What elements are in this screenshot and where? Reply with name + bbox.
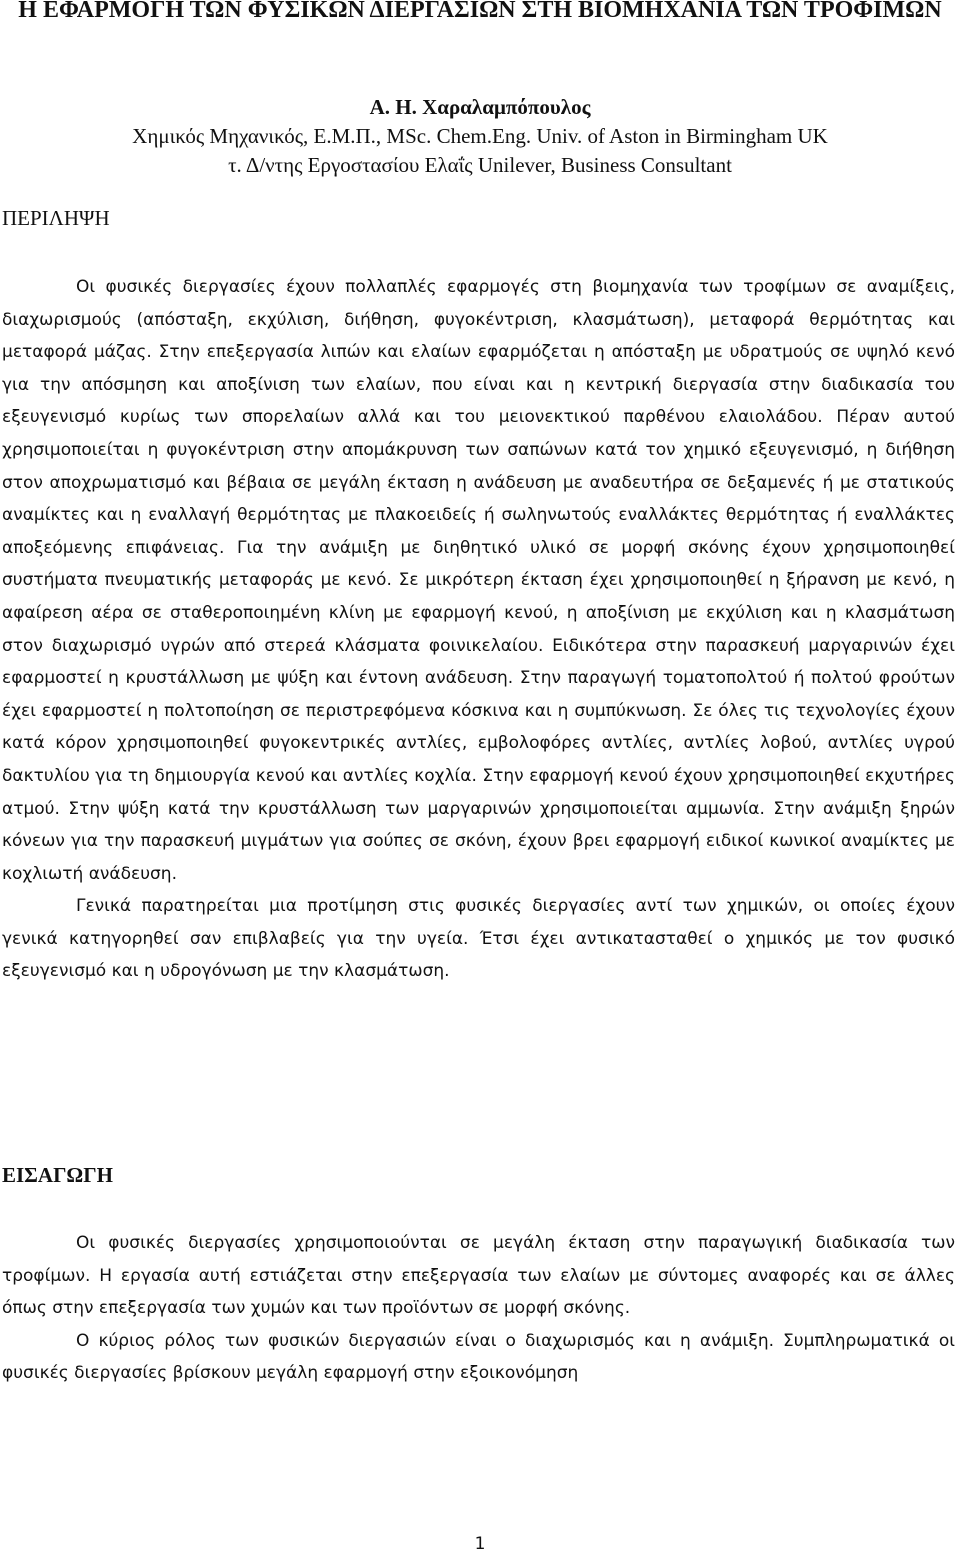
abstract-paragraph: Γενικά παρατηρείται μια προτίμηση στις φυσικές διεργασίες αντί των χημικών, οι οποίες έχουν γενικά κατηγορηθεί σαν επιβλαβείς για την υγεία. Έτσι έχει αντικατασταθεί ο χημικός με τον φυσικό εξευγενισμό και η υδρογόνωση με την κλασμάτωση. (2, 896, 955, 982)
author-position: τ. Δ/ντης Εργοστασίου Ελαΐς Unilever, Business Consultant (228, 153, 732, 177)
abstract-paragraph: Οι φυσικές διεργασίες έχουν πολλαπλές εφαρμογές στη βιομηχανία των τροφίμων σε αναμίξεις, διαχωρισμούς (απόσταξη, εκχύλιση, διήθηση, φυγοκέντριση, κλασμάτωση), μεταφορά θερμότητας και μεταφορά μάζας. Στην επεξεργασία λιπών και ελαίων εφαρμόζεται η απόσταξη με υδρατμούς σε υψηλό κενό για την απόσμηση και αποξίνιση των ελαίων, που είναι και η κεντρική διεργασία στην διαδικασία του εξευγενισμό κυρίως των σπορελαίων αλλά και του μειονεκτικού παρθένου ελαιολάδου. Πέραν αυτού χρησιμοποιείται η φυγοκέντριση στην απομάκρυνση των σαπώνων κατά τον χημικό εξευγενισμό, η διήθηση στον αποχρωματισμό και βέβαια σε μεγάλη έκταση η ανάδευση με αναδευτήρα σε δεξαμενές ή με στατικούς αναμίκτες και η εναλλαγή θερμότητας με πλακοειδείς ή σωληνωτούς εναλλάκτες θερμότητας ή εναλλάκτες αποξεόμενης επιφάνειας. Για την ανάμιξη με διηθητικό υλικό σε μορφή σκόνης έχουν χρησιμοποιηθεί συστήματα πνευματικής μεταφοράς με κενό. Σε μικρότερη έκταση έχει χρησιμοποιηθεί η ξήρανση με κενό, η αφαίρεση αέρα σε σταθεροποιημένη κλίνη με εφαρμογή κενού, η αποξίνιση με εκχύλιση και η κλασμάτωση στον διαχωρισμό υγρών από στερεά κλάσματα φοινικελαίου. Ειδικότερα στην παρασκευή μαργαρινών έχει εφαρμοστεί η κρυστάλλωση με ψύξη και έντονη ανάδευση. Στην παραγωγή τοματοπολτού ή πολτού φρούτων έχει εφαρμοστεί η πολτοποίηση σε περιστρεφόμενα κόσκινα και η συμπύκνωση. Σε όλες τις τεχνολογίες έχουν κατά κόρον χρησιμοποιηθεί φυγοκεντρικές αντλίες, εμβολοφόρες αντλίες, αντλίες λοβού, αντλίες υγρού δακτυλίου για τη δημιουργία κενού και αντλίες κοχλία. Στην εφαρμογή κενού έχουν χρησιμοποιηθεί εκχυτήρες ατμού. Στην ψύξη κατά την κρυστάλλωση των μαργαρινών χρησιμοποιείται αμμωνία. Στην ανάμιξη ξηρών κόνεων για την παρασκευή μιγμάτων για σούπες σε σκόνη, έχουν βρει εφαρμογή ειδικοί κωνικοί αναμίκτες με κοχλιωτή ανάδευση. (2, 277, 955, 884)
introduction-paragraph: Οι φυσικές διεργασίες χρησιμοποιούνται σε μεγάλη έκταση στην παραγωγική διαδικασία των τροφίμων. Η εργασία αυτή εστιάζεται στην επεξεργασία των ελαίων με σύντομες αναφορές και σε άλλες όπως στην επεξεργασία των χυμών και των προϊόντων σε μορφή σκόνης. (2, 1233, 955, 1319)
introduction-paragraph: Ο κύριος ρόλος των φυσικών διεργασιών είναι ο διαχωρισμός και η ανάμιξη. Συμπληρωματικά οι φυσικές διεργασίες βρίσκουν μεγάλη εφαρμογή στην εξοικονόμηση (2, 1330, 955, 1384)
document-title: Η ΕΦΑΡΜΟΓΗ ΤΩΝ ΦΥΣΙΚΩΝ ΔΙΕΡΓΑΣΙΩΝ ΣΤΗ ΒΙΟΜΗΧΑΝΙΑ ΤΩΝ ΤΡΟΦΙΜΩΝ (18, 0, 942, 23)
author-name: Α. Η. Χαραλαμπόπουλος (369, 95, 591, 119)
abstract-body (2, 271, 955, 988)
page-number: 1 (474, 1534, 486, 1554)
introduction-body (2, 1227, 955, 1390)
introduction-heading: ΕΙΣΑΓΩΓΗ (2, 1163, 113, 1187)
abstract-heading: ΠΕΡΙΛΗΨΗ (2, 206, 110, 230)
author-degree: Χημικός Μηχανικός, Ε.Μ.Π., MSc. Chem.Eng. Univ. of Aston in Birmingham UK (132, 124, 828, 148)
